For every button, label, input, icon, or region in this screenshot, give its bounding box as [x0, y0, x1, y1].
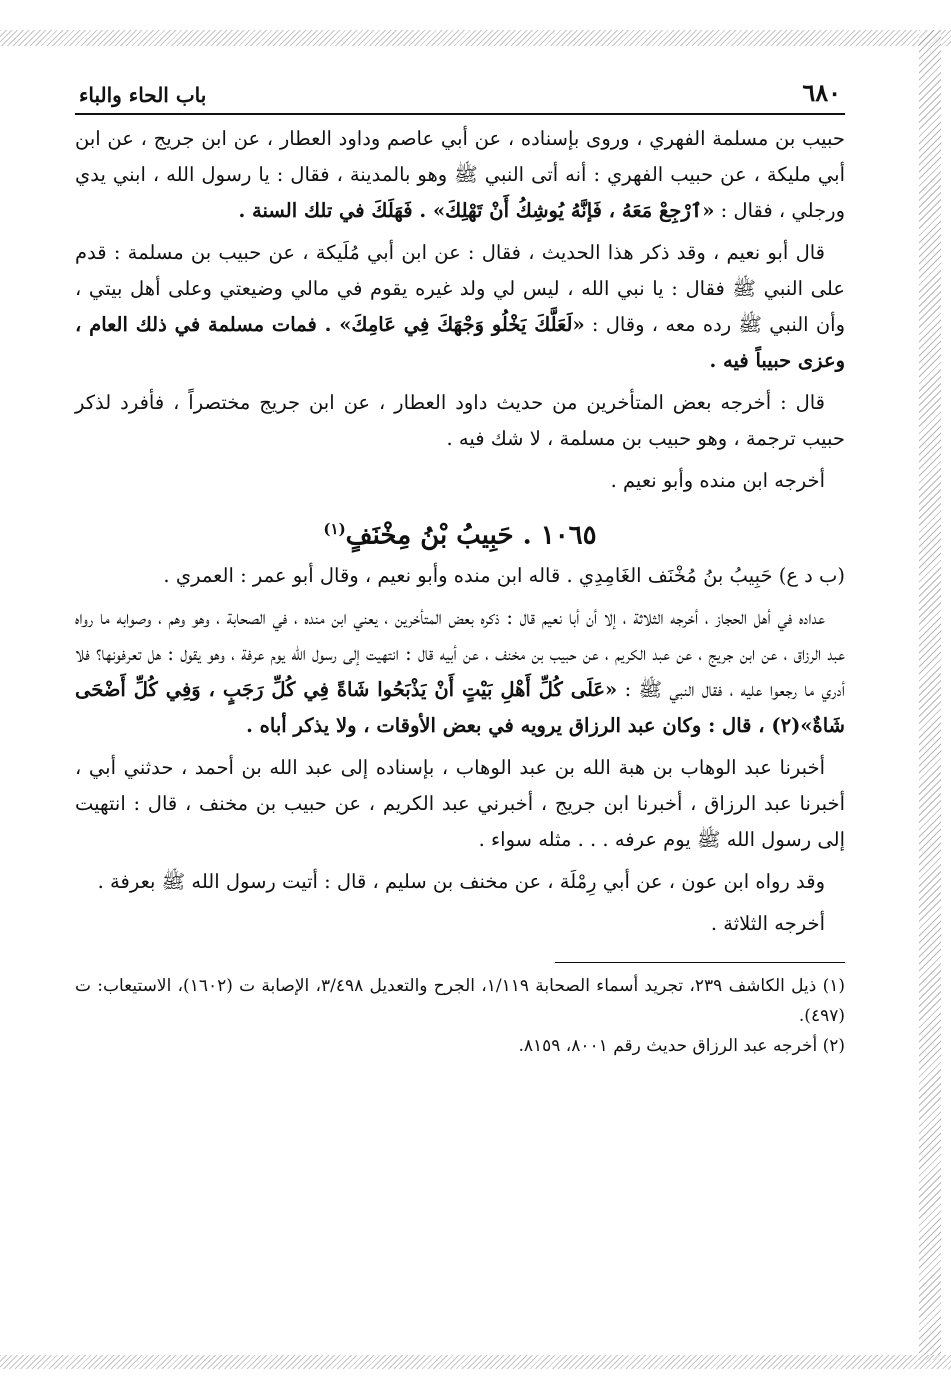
- paragraph-text: قال أبو نعيم ، وقد ذكر هذا الحديث ، فقال : عن ابن أبي مُلَيكة ، عن حبيب بن مسلمة : قدم على النبي ﷺ فقال : يا نبي الله ، ليس لي ولد غيره يقوم في مالي وضيعتي وعلى أهل بيتي ، وأن النبي ﷺ رده معه ، وقال :: [75, 241, 845, 336]
- paragraph-text: قال : أخرجه بعض المتأخرين من حديث داود العطار ، عن ابن جريج مختصراً ، فأفرد لذكر حبيب ترجمة ، وهو حبيب بن مسلمة ، لا شك فيه .: [75, 391, 845, 450]
- paragraph: [75, 463, 845, 499]
- paragraph-text: أخبرنا عبد الوهاب بن هبة الله بن عبد الوهاب ، بإسناده إلى عبد الله بن أحمد ، حدثني أبي ، أخبرنا عبد الرزاق ، أخبرنا ابن جريج ، أخبرني عبد الكريم ، عن حبيب بن مخنف ، قال : انتهيت إلى رسول الله ﷺ يوم عرفه . . . مثله سواء .: [75, 755, 845, 851]
- hadith-quote: «عَلَى كُلِّ أَهْلِ بَيْتٍ أَنْ يَذْبَحُوا شَاةً فِي كُلِّ رَجَبٍ ، وَفِي كُلِّ أَضْحَى شَاةٌ»(٢) ، قال : وكان عبد الرزاق يرويه في بعض الأوقات ، ولا يذكر أباه .: [75, 677, 845, 737]
- decorative-border-bottom: [0, 1355, 951, 1369]
- hadith-quote: «ٱرْجِعْ مَعَهُ ، فَإنَّهُ يُوشِكُ أَنْ تَهْلِكَ» . فَهَلَكَ في تلك السنة .: [238, 199, 715, 222]
- paragraph-text: عداده في أهل الحجاز ، أخرجه الثلاثة ، إلا أن أبا نعيم قال : ذكره بعض المتأخرين ، يعني ابن منده ، في الصحابة ، وهو وهم ، وصوابه ما رواه عبد الرزاق ، عن ابن جريج ، عن عبد الكريم ، عن حبيب بن مخنف ، عن أبيه قال : انتهيت إلى رسول الله يوم عرفة ، وهو يقول : هل تعرفونها؟ فلا أدري ما رجعوا عليه ، فقال النبي ﷺ :: [75, 605, 845, 701]
- paragraph: [75, 235, 845, 379]
- decorative-border-right: [919, 30, 941, 1360]
- footnote-mark: (١): [323, 520, 346, 538]
- paragraph: [75, 906, 845, 942]
- paragraph-text: أخرجه الثلاثة .: [710, 911, 825, 935]
- paragraph: [75, 385, 845, 457]
- paragraph-text: أخرجه ابن منده وأبو نعيم .: [610, 469, 825, 492]
- page-number: ٦٨٠: [802, 78, 841, 107]
- section-title: باب الحاء والباء: [79, 83, 207, 107]
- paragraph: [75, 121, 845, 229]
- footnote: (١) ذيل الكاشف ٢٣٩، تجريد أسماء الصحابة ١/١١٩، الجرح والتعديل ٣/٤٩٨، الإصابة ت (١٦٠٢)، الاستيعاب: ت (٤٩٧).: [75, 975, 846, 1026]
- entry-title-text: ١٠٦٥ . حَبِيبُ بْنُ مِخْنَفٍ: [345, 520, 597, 551]
- page-body: [75, 121, 845, 942]
- hadith-quote: «لَعَلَّكَ يَخْلُو وَجْهَكَ فِي عَامِكَ» . فمات مسلمة في ذلك العام ، وعزى حبيباً فيه .: [75, 313, 845, 372]
- paragraph: [75, 864, 845, 900]
- paragraph-text: وقد رواه ابن عون ، عن أبي رِمْلَة ، عن مخنف بن سليم ، قال : أتيت رسول الله ﷺ بعرفة .: [97, 869, 825, 893]
- paragraph: [75, 600, 845, 744]
- entry-title: [75, 511, 845, 554]
- book-page: [75, 60, 845, 1350]
- paragraph: [75, 558, 845, 594]
- paragraph-text: حبيب بن مسلمة الفهري ، وروى بإسناده ، عن أبي عاصم وداود العطار ، عن ابن جريج ، عن ابن أبي مليكة ، عن حبيب الفهري : أنه أتى النبي ﷺ وهو بالمدينة ، فقال : يا رسول الله ، ابني يدي ورجلي ، فقال :: [75, 127, 845, 222]
- decorative-border-top: [0, 30, 951, 46]
- footnote-separator: [555, 962, 845, 963]
- footnote: (٢) أخرجه عبد الرزاق حديث رقم ٨٠٠١، ٨١٥٩.: [518, 1035, 845, 1056]
- paragraph-text: (ب د ع) حَبِيبُ بنُ مُخْنَف الغَامِدِي . قاله ابن منده وأبو نعيم ، وقال أبو عمر : العمري .: [163, 563, 845, 587]
- page-header: [75, 60, 845, 115]
- footnotes: [75, 971, 845, 1061]
- paragraph: [75, 750, 845, 858]
